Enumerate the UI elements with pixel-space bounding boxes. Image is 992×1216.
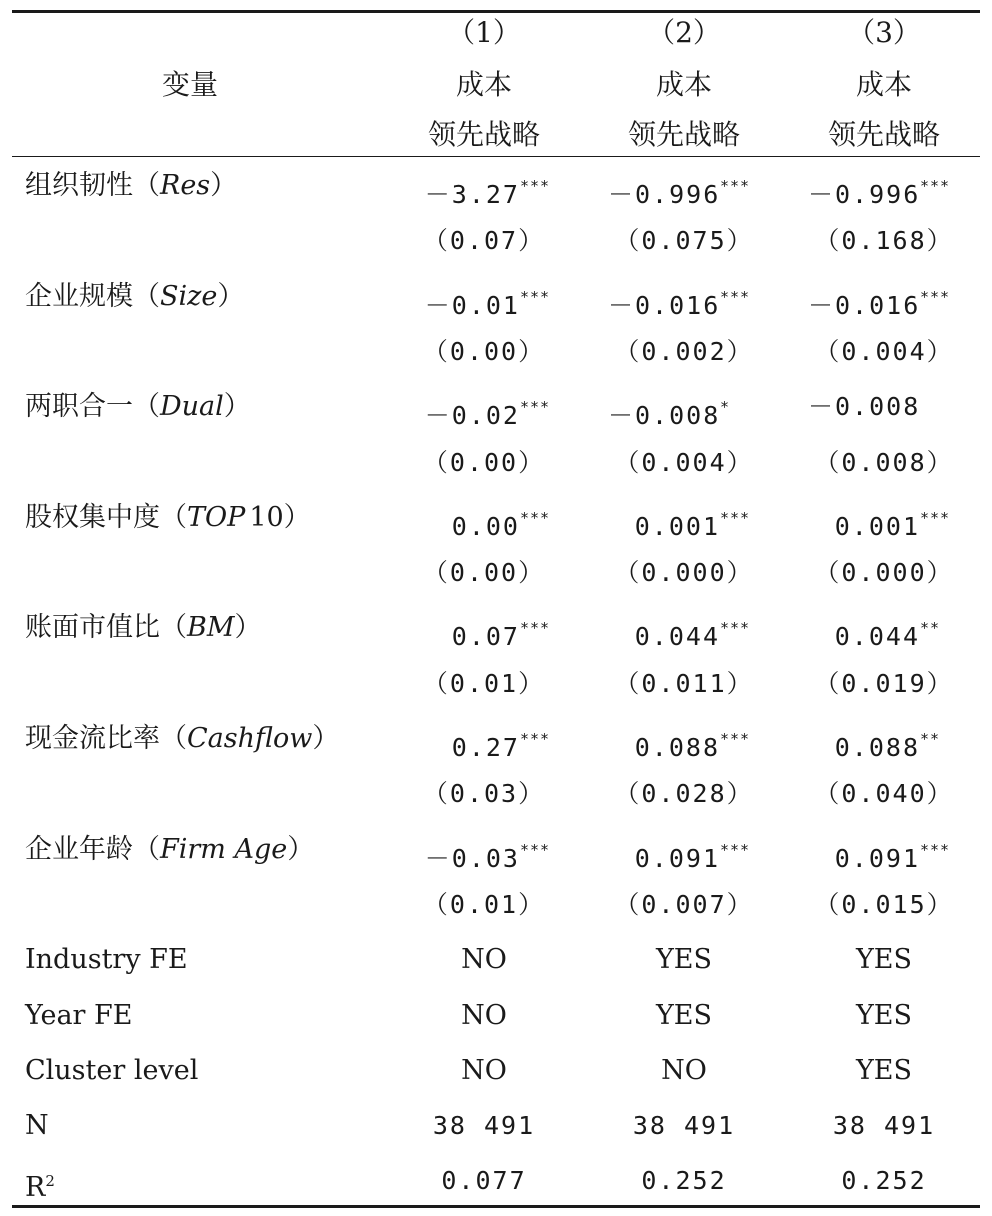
variable-header: 变量: [162, 68, 219, 101]
significance-stars: ***: [520, 287, 551, 306]
standard-error: （0.015）: [814, 889, 954, 919]
significance-stars: ***: [520, 840, 551, 859]
standard-error: （0.040）: [814, 779, 954, 809]
variable-label: 组织韧性（Res）: [25, 170, 238, 201]
standard-error: （0.168）: [814, 226, 954, 256]
significance-stars: *: [720, 398, 731, 417]
coefficient-value: 0.001: [834, 511, 920, 541]
stat-name: N: [25, 1110, 49, 1142]
variable-name: 企业规模: [25, 280, 133, 312]
stat-value: 0.252: [841, 1166, 927, 1196]
coefficient-cell: [389, 390, 579, 433]
coefficient-cell: [589, 390, 779, 433]
standard-error: （0.075）: [614, 226, 754, 256]
coefficient-cell: [789, 611, 979, 654]
coefficient-cell: [589, 611, 779, 654]
coefficient-value: 0.07: [451, 622, 520, 652]
variable-symbol: Cashflow: [187, 723, 313, 754]
coefficient-value: 0.044: [834, 622, 920, 652]
significance-stars: ***: [720, 840, 751, 859]
stat-value: 0.252: [641, 1166, 727, 1196]
coefficient-cell: [389, 501, 579, 544]
variable-name: 现金流比率: [25, 723, 160, 754]
column-title-line2: 领先战略: [427, 118, 540, 151]
significance-stars: ***: [920, 177, 951, 195]
coefficient-value: －0.008: [608, 401, 721, 431]
significance-stars: ***: [720, 730, 751, 748]
coefficient-value: 0.091: [834, 843, 920, 873]
column-number: （2）: [647, 16, 721, 49]
control-label: Cluster level: [25, 1054, 199, 1086]
standard-error: （0.00）: [422, 558, 546, 588]
control-value: YES: [655, 999, 713, 1031]
coefficient-value: －0.03: [424, 843, 520, 873]
coefficient-value: －0.016: [608, 290, 721, 320]
coefficient-cell: [589, 501, 779, 544]
coefficient-cell: [789, 280, 979, 323]
significance-stars: ***: [520, 398, 551, 417]
standard-error: （0.000）: [814, 558, 954, 588]
significance-stars: ***: [920, 287, 951, 306]
standard-error: （0.004）: [614, 447, 754, 477]
coefficient-cell: [389, 611, 579, 654]
column-title-line2: 领先战略: [627, 118, 740, 151]
coefficient-value: －0.996: [608, 180, 721, 209]
control-value: NO: [661, 1054, 707, 1086]
variable-name: 账面市值比: [25, 612, 160, 644]
significance-stars: ***: [720, 287, 751, 306]
coefficient-value: 0.044: [634, 622, 720, 652]
coefficient-cell: [589, 722, 779, 765]
coefficient-cell: [589, 280, 779, 323]
stat-value: 38 491: [632, 1111, 736, 1141]
stat-value: 38 491: [832, 1111, 936, 1141]
column-number: （3）: [847, 16, 921, 49]
variable-symbol-suffix: 10: [249, 501, 284, 533]
column-number: （1）: [447, 16, 521, 49]
significance-stars: ***: [720, 508, 751, 527]
column-title-line2: 领先战略: [827, 118, 940, 151]
significance-stars: ***: [520, 730, 551, 748]
variable-symbol: Size: [160, 280, 218, 312]
coefficient-value: 0.088: [634, 733, 720, 762]
coefficient-cell: [789, 501, 979, 544]
significance-stars: ***: [720, 619, 751, 638]
coefficient-value: 0.091: [634, 843, 720, 873]
variable-name: 企业年龄: [25, 833, 133, 865]
stat-name: R: [25, 1172, 46, 1204]
top-rule: [12, 10, 980, 13]
column-title-line1: 成本: [455, 68, 512, 101]
standard-error: （0.00）: [422, 336, 546, 366]
coefficient-value: －0.008: [808, 392, 921, 422]
bottom-rule: [12, 1205, 980, 1208]
standard-error: （0.00）: [422, 447, 546, 477]
significance-stars: ***: [520, 619, 551, 638]
variable-label: 现金流比率（Cashflow）: [25, 723, 340, 754]
variable-name: 两职合一: [25, 391, 133, 423]
significance-stars: ***: [920, 840, 951, 859]
standard-error: （0.007）: [614, 889, 754, 919]
coefficient-value: －0.016: [808, 290, 921, 320]
control-value: NO: [461, 1054, 507, 1086]
column-title-line1: 成本: [855, 68, 912, 101]
standard-error: （0.008）: [814, 447, 954, 477]
coefficient-cell: [389, 169, 579, 212]
significance-stars: ***: [920, 508, 951, 527]
variable-name: 股权集中度: [25, 501, 160, 533]
significance-stars: ***: [720, 177, 751, 195]
coefficient-value: －0.01: [424, 290, 520, 320]
variable-symbol: Res: [160, 170, 211, 201]
variable-symbol: Firm Age: [160, 833, 288, 865]
header-rule: [12, 156, 980, 157]
control-value: NO: [461, 944, 507, 976]
coefficient-cell: [389, 722, 579, 765]
variable-symbol: TOP: [187, 501, 246, 533]
control-value: NO: [461, 999, 507, 1031]
stat-superscript: 2: [45, 1172, 55, 1191]
standard-error: （0.000）: [614, 558, 754, 588]
significance-stars: ***: [520, 177, 551, 195]
standard-error: （0.07）: [422, 226, 546, 256]
variable-label: 两职合一（Dual）: [25, 391, 251, 423]
stat-value: 0.077: [441, 1166, 527, 1196]
variable-name: 组织韧性: [25, 170, 133, 201]
coefficient-value: 0.27: [451, 733, 520, 762]
variable-label: 企业年龄（Firm Age）: [25, 833, 315, 865]
column-title-line1: 成本: [655, 68, 712, 101]
coefficient-cell: [589, 169, 779, 212]
coefficient-cell: [789, 169, 979, 212]
coefficient-cell: [389, 833, 579, 876]
coefficient-cell: [389, 280, 579, 323]
standard-error: （0.01）: [422, 889, 546, 919]
coefficient-cell: [789, 833, 979, 876]
coefficient-value: －0.996: [808, 180, 921, 209]
variable-symbol: BM: [187, 612, 235, 644]
control-label: Industry FE: [25, 944, 188, 976]
standard-error: （0.019）: [814, 668, 954, 698]
significance-stars: ***: [520, 508, 551, 527]
variable-label: 账面市值比（BM）: [25, 612, 262, 644]
standard-error: （0.004）: [814, 336, 954, 366]
coefficient-value: 0.001: [634, 511, 720, 541]
coefficient-value: －3.27: [424, 180, 520, 209]
variable-label: 企业规模（Size）: [25, 280, 245, 312]
control-value: YES: [855, 944, 913, 976]
coefficient-cell: [789, 390, 979, 424]
stat-label: [25, 1109, 49, 1143]
coefficient-value: 0.088: [834, 733, 920, 762]
coefficient-value: 0.00: [451, 511, 520, 541]
standard-error: （0.002）: [614, 336, 754, 366]
variable-label: 股权集中度（TOP 10）: [25, 501, 311, 533]
variable-symbol: Dual: [160, 391, 224, 423]
control-value: YES: [855, 1054, 913, 1086]
control-value: YES: [655, 944, 713, 976]
coefficient-value: －0.02: [424, 401, 520, 431]
standard-error: （0.028）: [614, 779, 754, 809]
stat-value: 38 491: [432, 1111, 536, 1141]
standard-error: （0.011）: [614, 668, 754, 698]
significance-stars: **: [920, 730, 941, 748]
control-label: Year FE: [25, 999, 133, 1031]
stat-label: [25, 1164, 55, 1205]
coefficient-cell: [789, 722, 979, 765]
control-value: YES: [855, 999, 913, 1031]
significance-stars: **: [920, 619, 941, 638]
standard-error: （0.03）: [422, 779, 546, 809]
standard-error: （0.01）: [422, 668, 546, 698]
coefficient-cell: [589, 833, 779, 876]
